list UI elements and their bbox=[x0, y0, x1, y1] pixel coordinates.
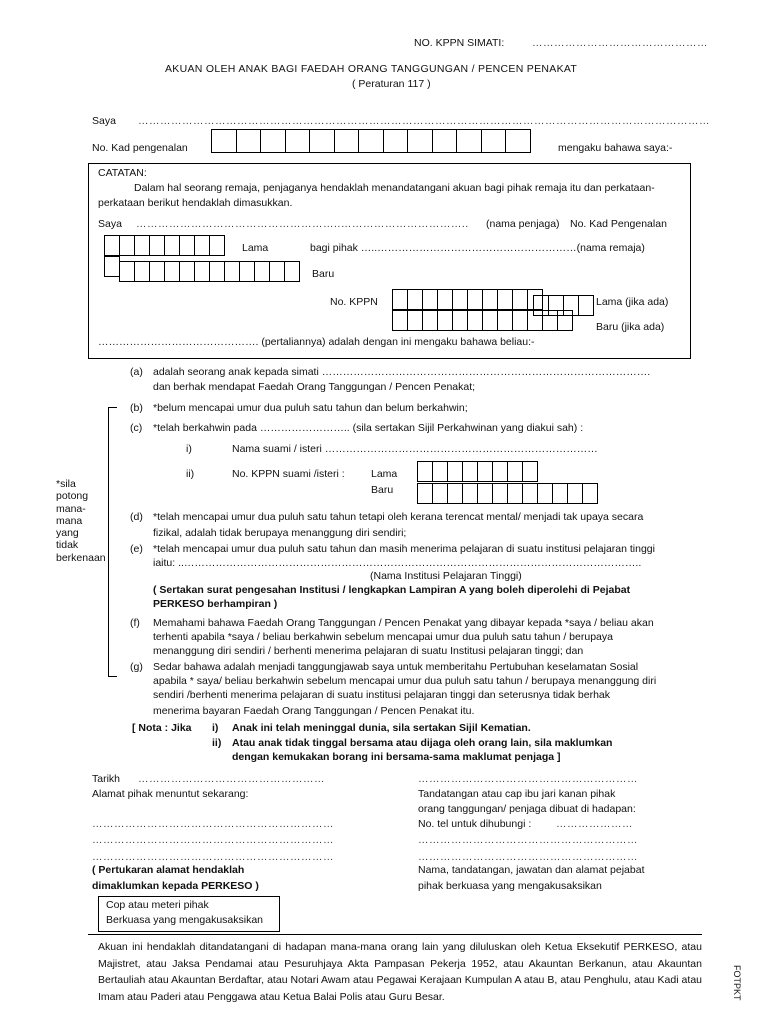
kad-pengenalan-boxes[interactable] bbox=[211, 129, 530, 153]
form-subtitle: ( Peraturan 117 ) bbox=[352, 78, 431, 90]
item-e-bold-line2: PERKESO berhampiran ) bbox=[153, 598, 278, 610]
baru-jika-ada-label: Baru (jika ada) bbox=[596, 321, 665, 333]
baru-label: Baru bbox=[312, 268, 335, 280]
item-a-line1[interactable]: adalah seorang anak kepada simati …………………………………………………………………………………. bbox=[153, 366, 651, 378]
kppn-baru-boxes[interactable] bbox=[392, 310, 572, 331]
catatan-text-line2: perkataan berikut hendaklah dimasukkan. bbox=[98, 197, 293, 209]
tarikh-field[interactable]: …………………………………………… bbox=[138, 773, 325, 785]
item-e-note: (Nama Institusi Pelajaran Tinggi) bbox=[370, 570, 522, 582]
item-d-label: (d) bbox=[130, 511, 143, 523]
lama-label: Lama bbox=[242, 242, 269, 254]
kad-pengenalan-label: No. Kad pengenalan bbox=[92, 142, 188, 154]
alamat-line2[interactable]: ………………………………………………………… bbox=[92, 834, 334, 846]
form-code: FOTPKT bbox=[732, 965, 742, 1001]
item-e-bold-line1: ( Sertakan surat pengesahan Institusi / lengkapkan Lampiran A yang boleh diperolehi di Pejabat bbox=[153, 584, 631, 596]
item-d-line1: *telah mencapai umur dua puluh satu tahun tetapi oleh kerana terencat mental/ menjadi tak upaya secara bbox=[153, 511, 644, 523]
tandatangan-line1: Tandatangan atau cap ibu jari kanan pihak bbox=[418, 788, 616, 800]
nama-tandatangan-line2: pihak berkuasa yang mengakusaksikan bbox=[418, 880, 602, 892]
nama-penjaga-field[interactable]: ………………………………………………..…………………………….. bbox=[136, 218, 469, 230]
cop-line1: Cop atau meteri pihak bbox=[106, 899, 209, 911]
pertukaran-line2: dimaklumkan kepada PERKESO ) bbox=[92, 880, 259, 892]
item-f-line1: Memahami bahawa Faedah Orang Tanggungan / Pencen Penakat yang dibayar kepada *saya / beliau akan bbox=[153, 617, 654, 629]
kppn-suami-lama-boxes[interactable] bbox=[417, 461, 537, 482]
alamat-line3[interactable]: ………………………………………………………… bbox=[92, 851, 334, 863]
cii-lama-label: Lama bbox=[371, 468, 398, 480]
penjaga-ic-baru-row1[interactable] bbox=[104, 256, 119, 277]
form-title: AKUAN OLEH ANAK BAGI FAEDAH ORANG TANGGUNGAN / PENCEN PENAKAT bbox=[165, 63, 578, 75]
catatan-saya-label: Saya bbox=[98, 218, 122, 230]
pertukaran-line1: ( Pertukaran alamat hendaklah bbox=[92, 864, 245, 876]
no-kppn-label: No. KPPN bbox=[330, 296, 378, 308]
catatan-text-line1: Dalam hal seorang remaja, penjaganya hendaklah menandatangani akuan bagi pihak remaja itu dan perkataan- bbox=[134, 182, 655, 194]
item-e-label: (e) bbox=[130, 543, 143, 555]
alamat-line1[interactable]: ………………………………………………………… bbox=[92, 818, 334, 830]
nama-tandatangan-line1: Nama, tandatangan, jawatan dan alamat pejabat bbox=[418, 864, 645, 876]
akuan-paragraph: Akuan ini hendaklah ditandatangani di hadapan mana-mana orang lain yang diluluskan oleh Ketua Eksekutif PERKESO, atau Majistret, atau Jaksa Pendamai atau Pesuruhjaya Akta Pampasan Pekerja 1952, atau Akauntan Berkanun, atau Akauntan Bertauliah atau Akauntan Berdaftar, atau Notari Awam atau Pegawai Kerajaan Kumpulan A atau B, atau Penghulu, atau Kadi atau Imam atau Paderi atau Penggawa atau Ketua Balai Polis atau Guru Besar. bbox=[98, 941, 702, 1003]
penjaga-ic-lama-boxes[interactable] bbox=[104, 235, 224, 256]
kppn-lama-boxes[interactable] bbox=[392, 289, 542, 310]
saksi-line2[interactable]: …………………………………………………… bbox=[418, 851, 638, 863]
item-f-line2: terhenti apabila *saya / beliau berkahwin sebelum mencapai umur dua puluh satu tahun / berupaya bbox=[153, 631, 613, 643]
penjaga-ic-baru-boxes[interactable] bbox=[119, 261, 299, 282]
kad-pengenalan-penjaga-label: No. Kad Pengenalan bbox=[570, 218, 667, 230]
item-b-text: *belum mencapai umur dua puluh satu tahun dan belum berkahwin; bbox=[153, 402, 468, 414]
item-f-label: (f) bbox=[130, 617, 140, 629]
item-c-i-label: i) bbox=[186, 443, 192, 455]
item-g-line3: sendiri /berhenti menerima pelajaran di suatu institusi pelajaran tinggi dan seterusnya tidak berhak bbox=[153, 689, 611, 701]
item-g-line2: apabila * saya/ beliau berkahwin sebelum mencapai umur dua puluh satu tahun / berupaya menanggung diri bbox=[153, 675, 657, 687]
no-kppn-simati-field[interactable]: ………………………………………… bbox=[532, 37, 708, 49]
saksi-line1[interactable]: …………………………………………………… bbox=[418, 834, 638, 846]
saya-label: Saya bbox=[92, 115, 116, 127]
lama-jika-ada-label: Lama (jika ada) bbox=[596, 296, 669, 308]
nama-suami-isteri-field[interactable]: Nama suami / isteri …………………………………………………………………… bbox=[232, 443, 598, 455]
sila-potong-note: *sila potong mana- mana yang tidak berkenaan bbox=[56, 478, 106, 564]
item-c-ii-label: ii) bbox=[186, 468, 195, 480]
tandatangan-line2: orang tanggungan/ penjaga dibuat di hadapan: bbox=[418, 803, 636, 815]
nota-ii-label: ii) bbox=[212, 737, 222, 749]
tarikh-label: Tarikh bbox=[92, 773, 121, 785]
nota-ii-line2: dengan kemukakan borang ini bersama-sama maklumat penjaga ] bbox=[232, 751, 561, 763]
tandatangan-field[interactable]: …………………………………………………… bbox=[418, 773, 638, 785]
optional-items-bracket bbox=[108, 407, 117, 677]
bagi-pihak-text[interactable]: bagi pihak …..…………………………………………………(nama remaja) bbox=[310, 242, 645, 254]
nota-label: [ Nota : Jika bbox=[132, 722, 192, 734]
item-a-line2: dan berhak mendapat Faedah Orang Tanggungan / Pencen Penakat; bbox=[153, 381, 476, 393]
no-tel-field[interactable]: ………………… bbox=[556, 818, 633, 830]
nota-ii-line1: Atau anak tidak tinggal bersama atau dijaga oleh orang lain, sila maklumkan bbox=[232, 737, 613, 749]
kppn-suami-isteri-label: No. KPPN suami /isteri : bbox=[232, 468, 345, 480]
item-e-line1: *telah mencapai umur dua puluh satu tahun dan masih menerima pelajaran di suatu institusi pelajaran tinggi bbox=[153, 543, 655, 555]
item-g-line4: menerima bayaran Faedah Orang Tanggungan / Pencen Penakat itu. bbox=[153, 705, 475, 717]
nota-i-text: Anak ini telah meninggal dunia, sila sertakan Sijil Kematian. bbox=[232, 722, 531, 734]
pertalian-text[interactable]: ………………………………………. (pertaliannya) adalah dengan ini mengaku bahawa beliau:- bbox=[98, 336, 535, 348]
cii-baru-label: Baru bbox=[371, 484, 394, 496]
item-f-line3: menanggung diri sendiri / berhenti menerima pelajaran di suatu Institusi pelajaran tinggi; dan bbox=[153, 645, 584, 657]
item-c-text[interactable]: *telah berkahwin pada …………………….. (sila sertakan Sijil Perkahwinan yang diakui sah) : bbox=[153, 422, 584, 434]
item-a-label: (a) bbox=[130, 366, 143, 378]
item-b-label: (b) bbox=[130, 402, 143, 414]
item-g-label: (g) bbox=[130, 661, 143, 673]
no-kppn-simati-label: NO. KPPN SIMATI: bbox=[414, 37, 505, 49]
nama-penjaga-label: (nama penjaga) bbox=[486, 218, 560, 230]
no-tel-label: No. tel untuk dihubungi : bbox=[418, 818, 532, 830]
item-d-line2: fizikal, adalah tidak berupaya menanggung diri sendiri; bbox=[153, 527, 407, 539]
kppn-suami-baru-boxes[interactable] bbox=[417, 483, 597, 504]
alamat-label: Alamat pihak menuntut sekarang: bbox=[92, 788, 249, 800]
footer-divider bbox=[88, 934, 702, 935]
nota-i-label: i) bbox=[212, 722, 219, 734]
item-g-line1: Sedar bahawa adalah menjadi tanggungjawab saya untuk memberitahu Pertubuhan keselamatan Sosial bbox=[153, 661, 639, 673]
cop-line2: Berkuasa yang mengakusaksikan bbox=[106, 914, 264, 926]
catatan-title: CATATAN: bbox=[98, 167, 147, 179]
mengaku-text: mengaku bahawa saya:- bbox=[558, 142, 673, 154]
institusi-field[interactable]: iaitu: ..………………………………………………………………………………………………………………….. bbox=[153, 557, 642, 569]
saya-name-field[interactable]: ………………………………………………………………………………………………………………………………………… bbox=[138, 115, 710, 127]
item-c-label: (c) bbox=[130, 422, 143, 434]
